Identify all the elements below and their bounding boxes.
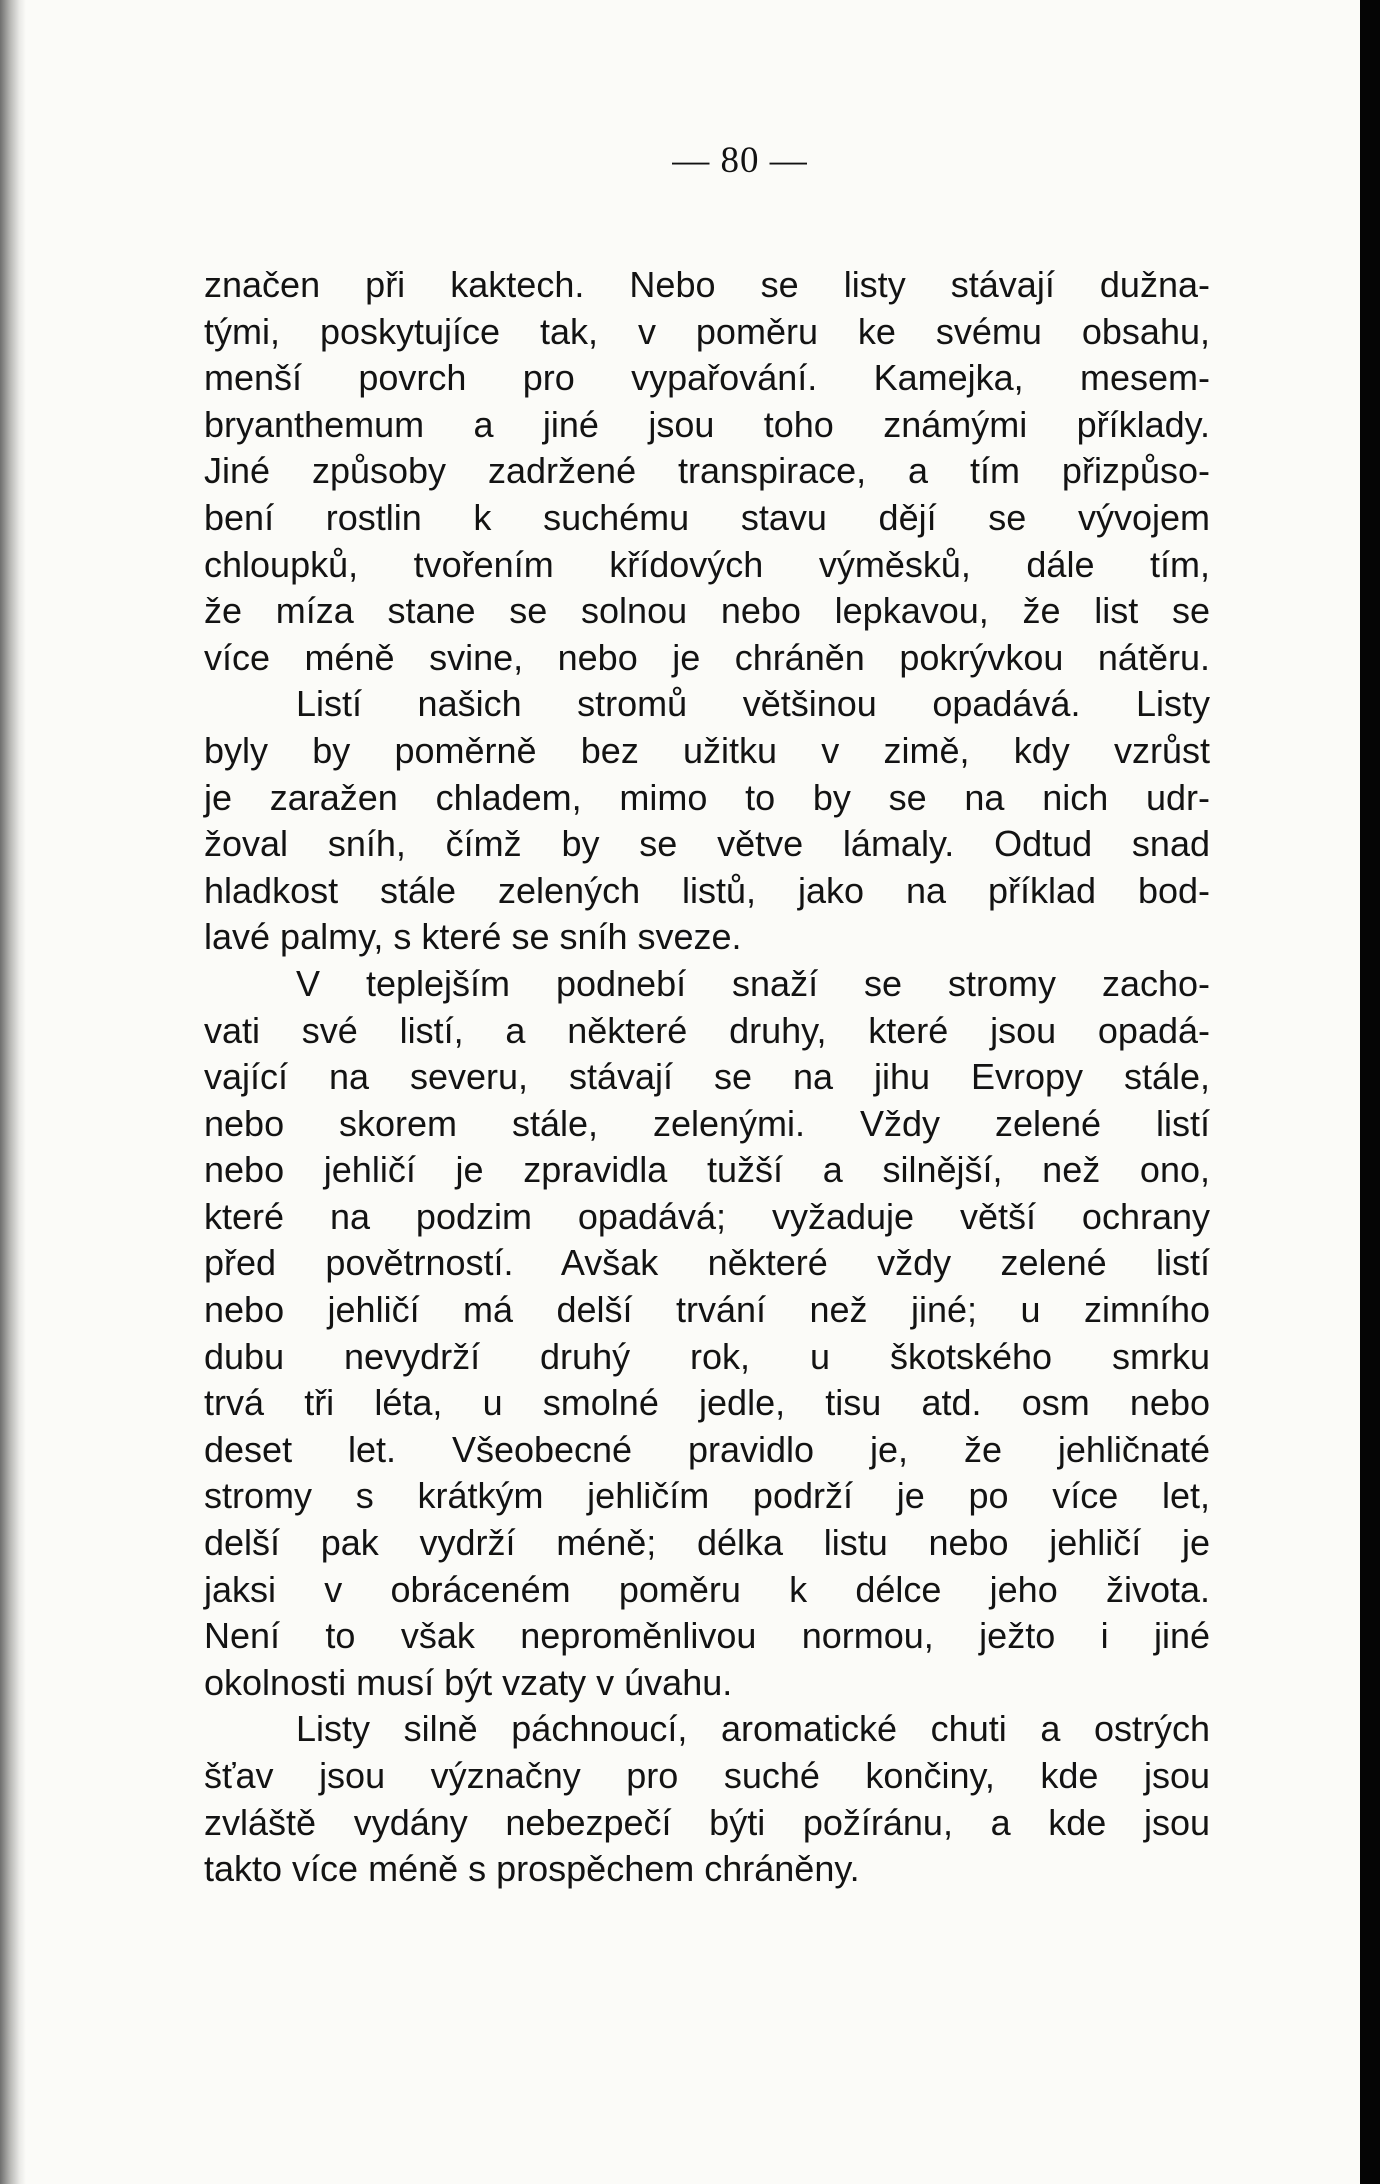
text-line: menší povrch pro vypařování. Kamejka, mesem-	[204, 357, 1210, 399]
text-line: jaksi v obráceném poměru k délce jeho života.	[204, 1568, 1210, 1610]
text-line: bení rostlin k suchému stavu dějí se vývojem	[204, 496, 1210, 538]
text-line: vající na severu, stávají se na jihu Evropy stále,	[204, 1056, 1210, 1098]
text-line: bryanthemum a jiné jsou toho známými příklady.	[204, 403, 1210, 445]
text-line: Listy silně páchnoucí, aromatické chuti a ostrých	[296, 1708, 1210, 1750]
text-line: nebo jehličí je zpravidla tužší a silnější, než ono,	[204, 1149, 1210, 1191]
text-line: je zaražen chladem, mimo to by se na nich udr-	[204, 776, 1210, 818]
text-line: stromy s krátkým jehličím podrží je po více let,	[204, 1475, 1210, 1517]
text-line: že míza stane se solnou nebo lepkavou, že list se	[204, 590, 1210, 632]
text-line: nebo skorem stále, zelenými. Vždy zelené listí	[204, 1102, 1210, 1144]
text-line: žoval sníh, čímž by se větve lámaly. Odtud snad	[204, 823, 1210, 865]
text-line: takto více méně s prospěchem chráněny.	[204, 1848, 860, 1890]
text-line: lavé palmy, s které se sníh sveze.	[204, 916, 742, 958]
text-line: tými, poskytujíce tak, v poměru ke svému obsahu,	[204, 310, 1210, 352]
text-line: nebo jehličí má delší trvání než jiné; u zimního	[204, 1289, 1210, 1331]
text-line: hladkost stále zelených listů, jako na příklad bod-	[204, 869, 1210, 911]
scan-border	[1360, 0, 1380, 2184]
text-line: delší pak vydrží méně; délka listu nebo jehličí je	[204, 1522, 1210, 1564]
text-line: okolnosti musí být vzaty v úvahu.	[204, 1661, 733, 1703]
text-line: V teplejším podnebí snaží se stromy zacho-	[296, 962, 1210, 1004]
text-line: před povětrností. Avšak některé vždy zelené listí	[204, 1242, 1210, 1284]
text-line: deset let. Všeobecné pravidlo je, že jehličnaté	[204, 1428, 1210, 1470]
text-line: vati své listí, a některé druhy, které jsou opadá-	[204, 1009, 1210, 1051]
text-line: Jiné způsoby zadržené transpirace, a tím přizpůso-	[204, 450, 1210, 492]
page-edge-shadow	[0, 0, 26, 2184]
text-line: šťav jsou význačny pro suché končiny, kde jsou	[204, 1755, 1210, 1796]
page-number: — 80 —	[672, 140, 808, 181]
text-line: dubu nevydrží druhý rok, u škotského smrku	[204, 1335, 1210, 1377]
text-line: Listí našich stromů většinou opadává. Listy	[296, 683, 1210, 725]
text-line: chloupků, tvořením křídových výměsků, dále tím,	[204, 543, 1210, 585]
text-line: byly by poměrně bez užitku v zimě, kdy vzrůst	[204, 729, 1210, 771]
body-text	[204, 262, 1210, 1893]
text-line: značen při kaktech. Nebo se listy stávají dužna-	[204, 264, 1210, 305]
text-line: které na podzim opadává; vyžaduje větší ochrany	[204, 1195, 1210, 1237]
text-line: trvá tři léta, u smolné jedle, tisu atd. osm nebo	[204, 1382, 1210, 1424]
text-line: Není to však neproměnlivou normou, ježto i jiné	[204, 1615, 1210, 1657]
text-line: více méně svine, nebo je chráněn pokrývkou nátěru.	[204, 636, 1210, 678]
text-line: zvláště vydány nebezpečí býti požíránu, a kde jsou	[204, 1801, 1210, 1843]
